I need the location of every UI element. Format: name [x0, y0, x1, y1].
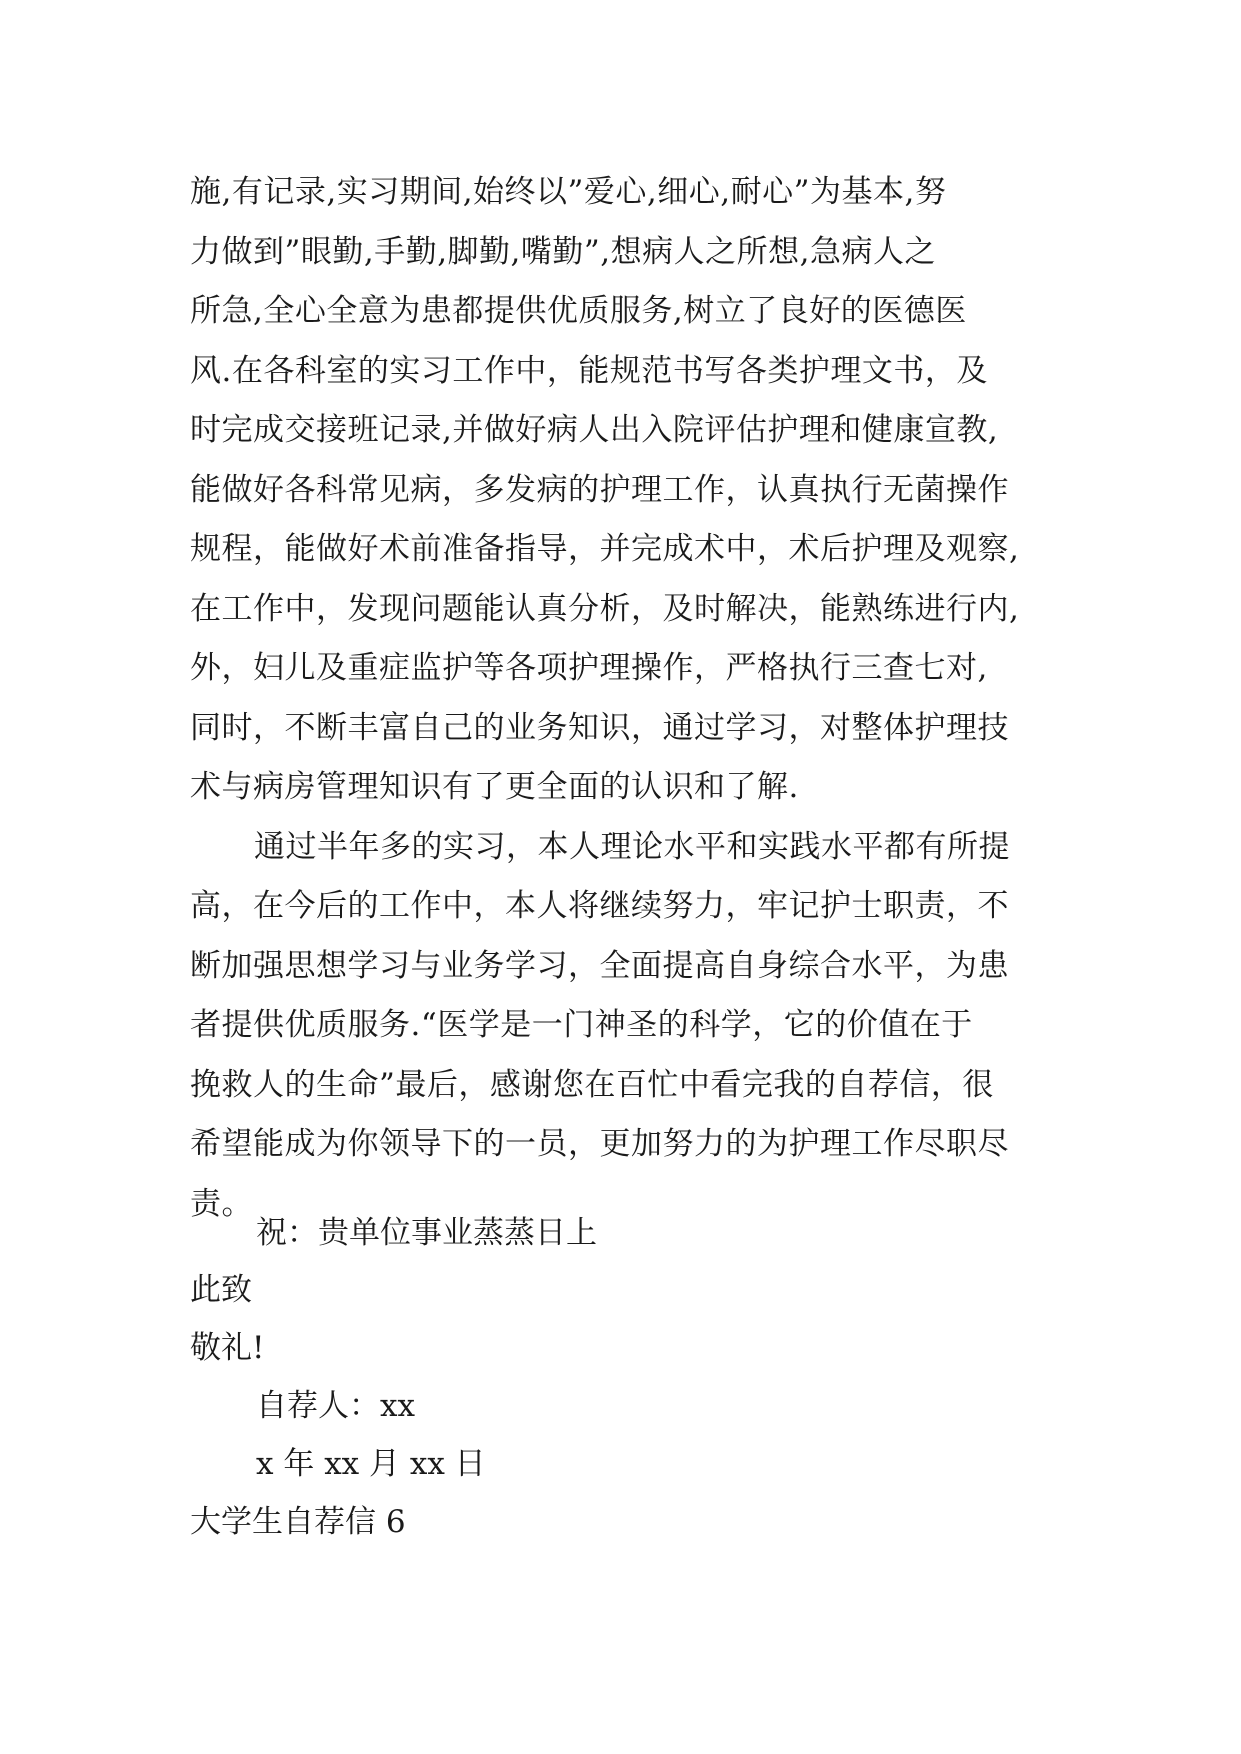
salutation-line-1: 此致	[190, 1272, 252, 1308]
signer-line: 自荐人：xx	[256, 1388, 415, 1424]
paragraph-line: 所急,全心全意为患都提供优质服务,树立了良好的医德医	[190, 293, 967, 329]
paragraph-line: 术与病房管理知识有了更全面的认识和了解.	[190, 769, 799, 805]
paragraph-line: 同时，不断丰富自己的业务知识，通过学习，对整体护理技	[190, 709, 1009, 746]
paragraph-line: 风.在各科室的实习工作中，能规范书写各类护理文书，及	[190, 352, 988, 389]
paragraph-line: 规程，能做好术前准备指导，并完成术中，术后护理及观察,	[190, 531, 1020, 567]
paragraph-line: 断加强思想学习与业务学习，全面提高自身综合水平，为患	[190, 947, 1009, 984]
salutation-line-2: 敬礼!	[190, 1330, 265, 1366]
paragraph-line: 在工作中，发现问题能认真分析，及时解决，能熟练进行内,	[190, 590, 1020, 627]
paragraph-line: 外，妇儿及重症监护等各项护理操作，严格执行三查七对,	[190, 650, 988, 686]
paragraph-line: 者提供优质服务.“医学是一门神圣的科学，它的价值在于	[190, 1007, 973, 1043]
paragraph-line: 通过半年多的实习，本人理论水平和实践水平都有所提	[254, 828, 1010, 865]
paragraph-line: 高，在今后的工作中，本人将继续努力，牢记护士职责，不	[190, 888, 1009, 924]
paragraph-line: 能做好各科常见病，多发病的护理工作，认真执行无菌操作	[190, 471, 1009, 508]
paragraph-line: 责。	[190, 1185, 253, 1222]
paragraph-line: 挽救人的生命”最后，感谢您在百忙中看完我的自荐信，很	[190, 1066, 994, 1103]
letter-body	[190, 163, 1070, 1234]
wish-line: 祝：贵单位事业蒸蒸日上	[256, 1215, 597, 1251]
date-line: x 年 xx 月 xx 日	[256, 1446, 486, 1482]
paragraph-line: 施,有记录,实习期间,始终以”爱心,细心,耐心”为基本,努	[190, 174, 947, 210]
paragraph-line: 希望能成为你领导下的一员，更加努力的为护理工作尽职尽	[190, 1126, 1009, 1162]
paragraph-line: 时完成交接班记录,并做好病人出入院评估护理和健康宣教,	[190, 412, 999, 448]
next-section-title: 大学生自荐信 6	[190, 1504, 406, 1540]
paragraph-line: 力做到”眼勤,手勤,脚勤,嘴勤”,想病人之所想,急病人之	[190, 233, 936, 270]
